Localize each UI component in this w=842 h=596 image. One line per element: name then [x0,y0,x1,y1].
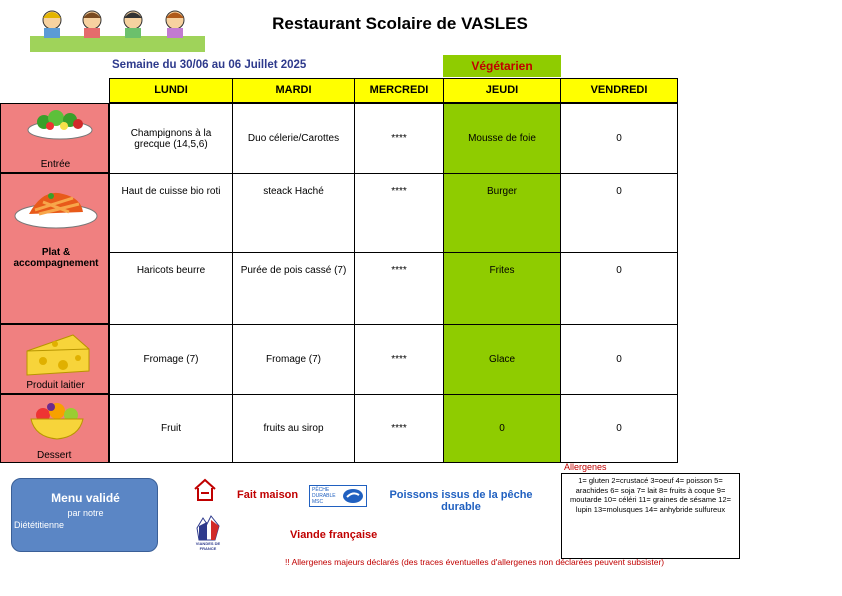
menu-laitier-vendredi: 0 [560,324,678,395]
day-header-jeudi: JEUDI [443,78,561,103]
menu-validated-sub2: Diététitienne [14,520,65,530]
allergenes-legend: 1= gluten 2=crustacé 3=oeuf 4= poisson 5= arachides 6= soja 7= lait 8= fruits à coque 9= moutarde 10= céléri 11= graines de sésame 12= lupin 13=molusques 14= anhybride sulfureux [561,473,740,559]
fish-icon [342,488,364,509]
category-laitier [0,324,109,394]
salad-icon [24,106,96,147]
menu-accompagnement-jeudi: Frites [443,252,561,325]
viandes-de-france-logo [193,512,223,550]
menu-dessert-lundi: Fruit [109,394,233,463]
menu-laitier-mercredi: **** [354,324,444,395]
menu-validated-sub1: par notre [67,508,104,518]
menu-laitier-jeudi: Glace [443,324,561,395]
fruit-bowl-icon [27,401,87,446]
menu-entree-mercredi: **** [354,103,444,174]
viandes-de-france-logo-text: VIANDES DE FRANCE [195,541,221,551]
fait-maison-label: Fait maison [237,489,299,501]
category-label-plat: Plat & accompagnement [13,247,99,269]
menu-dessert-vendredi: 0 [560,394,678,463]
menu-entree-vendredi: 0 [560,103,678,174]
cheese-icon [23,331,93,382]
viande-francaise-label: Viande française [290,529,378,541]
menu-dessert-mercredi: **** [354,394,444,463]
menu-plat-mercredi: **** [354,173,444,253]
menu-plat-lundi: Haut de cuisse bio roti [109,173,233,253]
page-title: Restaurant Scolaire de VASLES [272,14,528,33]
category-dessert [0,394,109,463]
pasta-plate-icon [13,184,99,235]
category-label-laitier: Produit laitier [26,380,85,391]
menu-accompagnement-lundi: Haricots beurre [109,252,233,325]
poissons-label: Poissons issus de la pêche durable [389,489,533,513]
msc-text-3: MSC [312,499,324,505]
menu-plat-vendredi: 0 [560,173,678,253]
msc-logo [309,485,367,507]
category-entree [0,103,109,173]
day-header-mardi: MARDI [232,78,355,103]
menu-dessert-jeudi: 0 [443,394,561,463]
menu-entree-lundi: Champignons à la grecque (14,5,6) [109,103,233,174]
allergen-warning-note: !! Allergenes majeurs déclarés (des traces éventuelles d'allergenes non déclarées peuvent subsister) [285,557,665,567]
menu-validated-badge [11,478,158,552]
category-label-dessert: Dessert [37,450,72,461]
day-header-vendredi: VENDREDI [560,78,678,103]
msc-text-2: DURABLE [312,493,336,499]
menu-laitier-mardi: Fromage (7) [232,324,355,395]
allergenes-title: Allergenes [564,462,607,472]
menu-entree-jeudi: Mousse de foie [443,103,561,174]
category-plat [0,173,109,324]
category-label-entree: Entrée [40,159,71,170]
menu-plat-jeudi: Burger [443,173,561,253]
menu-accompagnement-mardi: Purée de pois cassé (7) [232,252,355,325]
vegetarian-badge: Végétarien [443,55,561,77]
menu-plat-mardi: steack Haché [232,173,355,253]
week-range: Semaine du 30/06 au 06 Juillet 2025 [112,59,307,71]
msc-text-1: PÊCHE [312,487,330,493]
house-icon [192,478,218,507]
day-header-lundi: LUNDI [109,78,233,103]
menu-validated-title: Menu validé [51,491,120,505]
kids-logo [30,6,205,52]
menu-accompagnement-mercredi: **** [354,252,444,325]
menu-dessert-mardi: fruits au sirop [232,394,355,463]
menu-laitier-lundi: Fromage (7) [109,324,233,395]
menu-entree-mardi: Duo célerie/Carottes [232,103,355,174]
day-header-mercredi: MERCREDI [354,78,444,103]
menu-accompagnement-vendredi: 0 [560,252,678,325]
